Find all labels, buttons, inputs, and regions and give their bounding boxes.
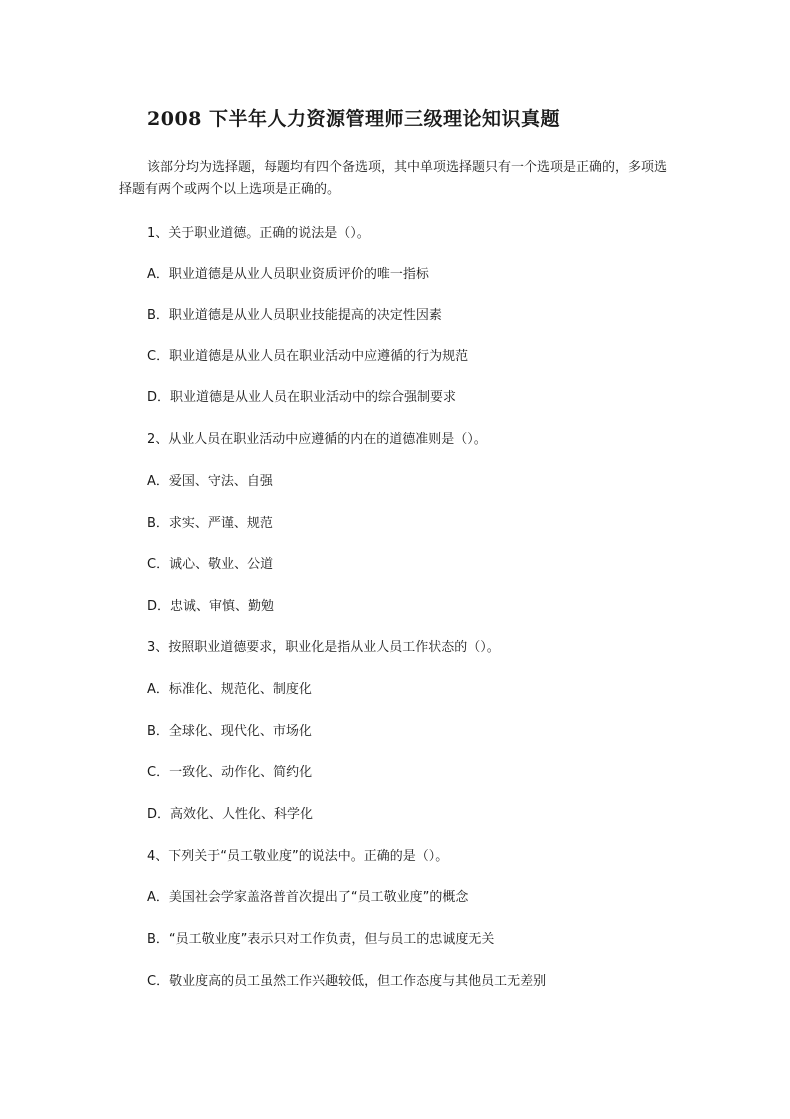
question-2-option-a: A．爱国、守法、自强 (147, 474, 273, 489)
question-2-option-d: D．忠诚、审慎、勤勉 (147, 599, 275, 614)
question-1: 1、关于职业道德。正确的说法是（）。 (147, 226, 370, 241)
question-3-option-d: D．高效化、人性化、科学化 (147, 807, 314, 822)
question-2: 2、从业人员在职业活动中应遵循的内在的道德准则是（）。 (147, 432, 487, 447)
question-1-option-a: A．职业道德是从业人员职业资质评价的唯一指标 (147, 267, 429, 282)
question-4: 4、下列关于“员工敬业度”的说法中。正确的是（）。 (147, 849, 449, 864)
intro-text: 该部分均为选择题，每题均有四个备选项，其中单项选择题只有一个选项是正确的，多项选择题有两个或两个以上选项是正确的。 (119, 160, 668, 197)
document-title: 2008 下半年人力资源管理师三级理论知识真题 (147, 108, 560, 130)
question-3-option-b: B．全球化、现代化、市场化 (147, 724, 312, 739)
question-3-option-c: C．一致化、动作化、简约化 (147, 765, 313, 780)
question-4-option-b: B．“员工敬业度”表示只对工作负责，但与员工的忠诚度无关 (147, 932, 495, 947)
question-1-option-b: B．职业道德是从业人员职业技能提高的决定性因素 (147, 308, 442, 323)
question-4-option-c: C．敬业度高的员工虽然工作兴趣较低，但工作态度与其他员工无差别 (147, 974, 547, 989)
intro-paragraph (119, 157, 679, 201)
question-1-option-d: D．职业道德是从业人员在职业活动中的综合强制要求 (147, 390, 457, 405)
question-3: 3、按照职业道德要求，职业化是指从业人员工作状态的（）。 (147, 640, 500, 655)
question-4-option-a: A．美国社会学家盖洛普首次提出了“员工敬业度”的概念 (147, 890, 469, 905)
question-3-option-a: A．标准化、规范化、制度化 (147, 682, 312, 697)
question-2-option-c: C．诚心、敬业、公道 (147, 557, 274, 572)
question-1-option-c: C．职业道德是从业人员在职业活动中应遵循的行为规范 (147, 349, 469, 364)
question-2-option-b: B．求实、严谨、规范 (147, 516, 273, 531)
